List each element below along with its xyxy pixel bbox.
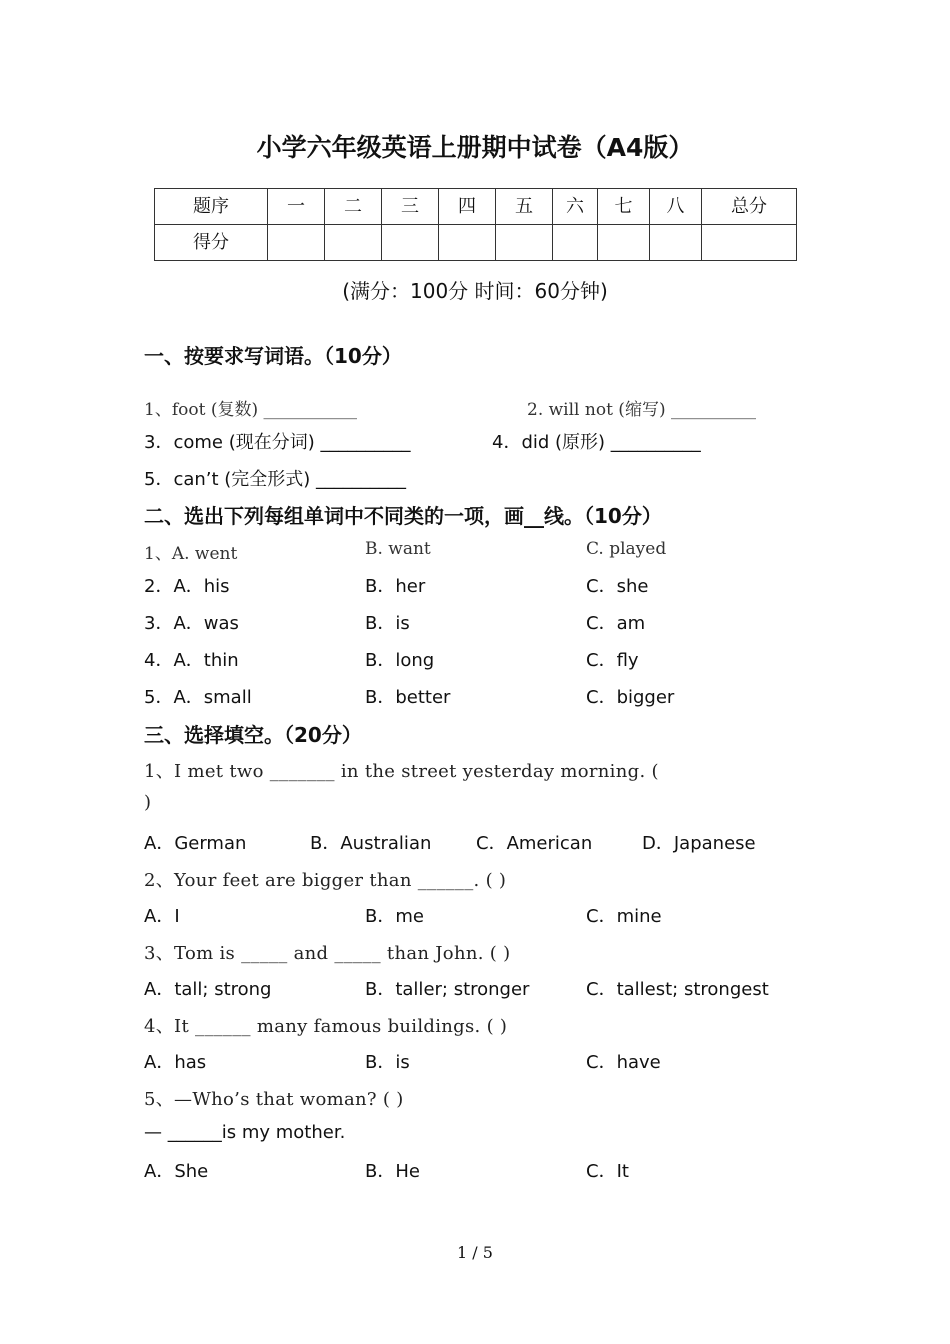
option: B．better (365, 687, 451, 708)
table-cell: 题序 (155, 189, 268, 225)
option: B. want (365, 539, 431, 559)
option: B．taller; stronger (365, 979, 530, 1000)
option: 3．A．was (144, 613, 239, 634)
option: B．her (365, 576, 426, 597)
section2-heading: 二、选出下列每组单词中不同类的一项，画__线。（10分） (144, 504, 662, 528)
page-title: 小学六年级英语上册期中试卷（A4版） (256, 133, 694, 162)
section1-item-3: 3．come (现在分词) __________ (144, 432, 411, 453)
score-cell (702, 225, 797, 261)
section1-item-4: 4．did (原形) __________ (492, 432, 701, 453)
score-cell (382, 225, 439, 261)
table-cell: 三 (382, 189, 439, 225)
page-number: 1 / 5 (457, 1243, 493, 1262)
option: C．tallest; strongest (586, 979, 769, 1000)
question-4: 4、It ______ many famous buildings. ( ) (144, 1016, 508, 1037)
table-cell: 总分 (702, 189, 797, 225)
question-1: 1、I met two _______ in the street yesterday morning. ( (144, 761, 659, 782)
section1-heading: 一、按要求写词语。（10分） (144, 344, 402, 368)
option: C．have (586, 1052, 661, 1073)
question-5: 5、—Who’s that woman? ( ) (144, 1089, 404, 1110)
question-3: 3、Tom is _____ and _____ than John. ( ) (144, 943, 511, 964)
option: C．It (586, 1161, 629, 1182)
table-cell: 六 (553, 189, 598, 225)
table-cell: 五 (496, 189, 553, 225)
table-cell: 七 (598, 189, 650, 225)
option: B．Australian (310, 833, 432, 854)
exam-info: (满分：100分 时间：60分钟) (342, 279, 608, 303)
option: 4．A．thin (144, 650, 239, 671)
option: C．bigger (586, 687, 675, 708)
option: A．tall; strong (144, 979, 272, 1000)
option: B．is (365, 1052, 410, 1073)
score-table-header-row (155, 189, 797, 225)
section1-item-5: 5．can’t (完全形式) __________ (144, 469, 407, 490)
score-cell (325, 225, 382, 261)
score-cell (553, 225, 598, 261)
question-5-line2: — ______is my mother. (144, 1122, 346, 1143)
option: C．American (476, 833, 593, 854)
option: D．Japanese (642, 833, 756, 854)
option: 5．A．small (144, 687, 252, 708)
option: B．long (365, 650, 435, 671)
option: C. played (586, 539, 667, 559)
score-cell (268, 225, 325, 261)
score-table-score-row (155, 225, 797, 261)
option: C．fly (586, 650, 639, 671)
table-cell: 得分 (155, 225, 268, 261)
table-cell: 二 (325, 189, 382, 225)
option: A．has (144, 1052, 207, 1073)
option: C．mine (586, 906, 662, 927)
table-cell: 八 (650, 189, 702, 225)
option: A．She (144, 1161, 209, 1182)
option: 2．A．his (144, 576, 230, 597)
option: C．she (586, 576, 649, 597)
option: B．me (365, 906, 424, 927)
section1-item-2: 2. will not (缩写) __________ (527, 400, 756, 420)
option: C．am (586, 613, 646, 634)
table-cell: 一 (268, 189, 325, 225)
score-cell (439, 225, 496, 261)
option: 1、A. went (144, 544, 238, 564)
question-1-tail: ) (144, 792, 152, 813)
question-2: 2、Your feet are bigger than ______. ( ) (144, 870, 507, 891)
score-cell (650, 225, 702, 261)
option: B．is (365, 613, 410, 634)
section1-item-1: 1、foot (复数) ___________ (144, 400, 357, 420)
option: B．He (365, 1161, 420, 1182)
option: A．German (144, 833, 247, 854)
option: A．I (144, 906, 180, 927)
table-cell: 四 (439, 189, 496, 225)
score-cell (496, 225, 553, 261)
score-cell (598, 225, 650, 261)
section3-heading: 三、选择填空。（20分） (144, 723, 362, 747)
score-table (154, 188, 797, 261)
